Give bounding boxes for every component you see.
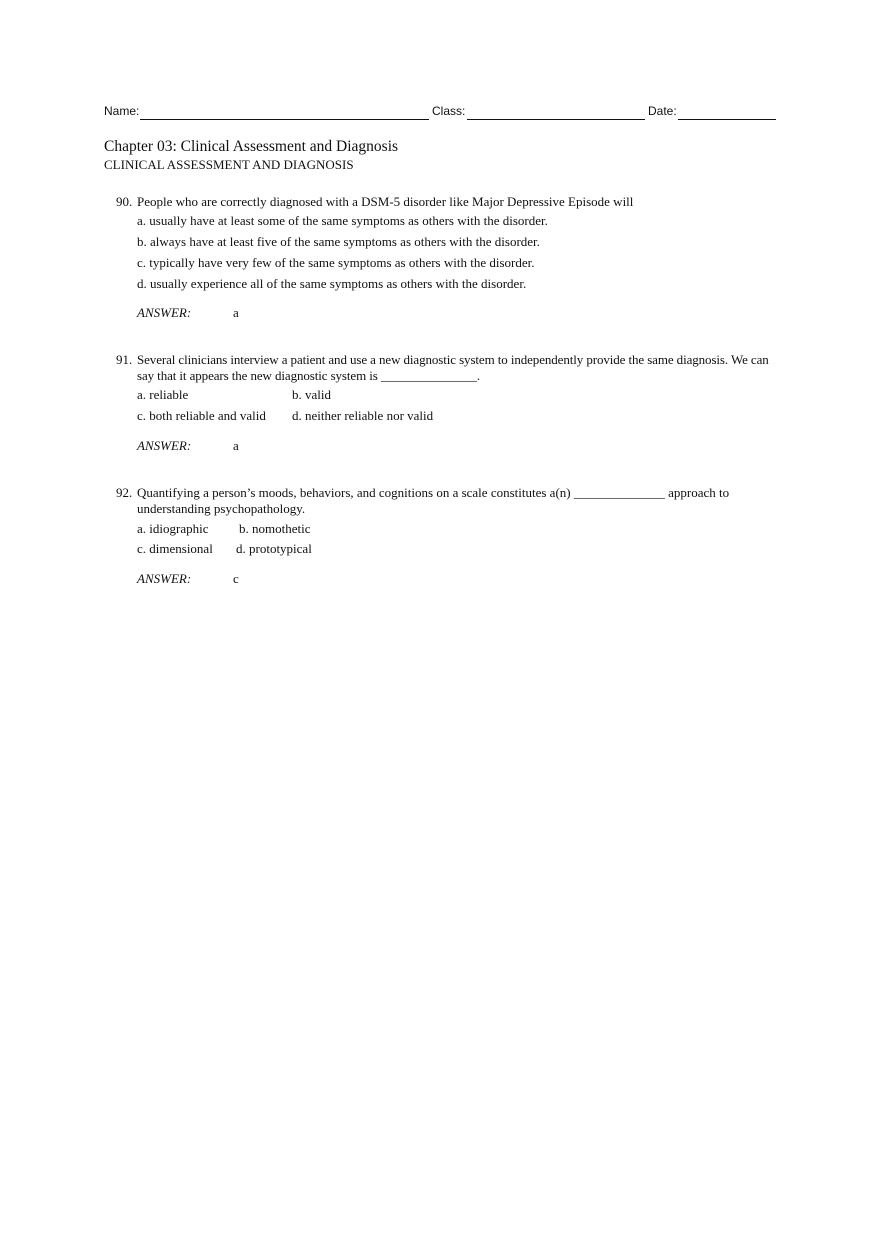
option-a: a. usually have at least some of the same symptoms as others with the disorder. <box>137 213 548 228</box>
date-label: Date: <box>648 104 677 118</box>
answer-value: a <box>233 438 239 453</box>
date-blank-line <box>678 119 776 120</box>
option-c: c. typically have very few of the same symptoms as others with the disorder. <box>137 255 535 270</box>
chapter-title: Chapter 03: Clinical Assessment and Diagnosis <box>104 138 399 155</box>
chapter-subtitle: CLINICAL ASSESSMENT AND DIAGNOSIS <box>104 157 354 172</box>
option-a: a. reliable <box>137 387 189 402</box>
class-blank-line <box>467 119 645 120</box>
question-number: 90. <box>116 194 133 209</box>
name-label: Name: <box>104 104 140 118</box>
question-text: People who are correctly diagnosed with a DSM-5 disorder like Major Depressive Episode will <box>137 194 634 209</box>
option-c: c. dimensional <box>137 541 213 556</box>
question-number: 91. <box>116 352 133 367</box>
option-b: b. valid <box>292 387 331 402</box>
answer-value: a <box>233 305 239 320</box>
name-blank-line <box>140 119 429 120</box>
answer-label: ANSWER: <box>137 438 192 453</box>
answer-label: ANSWER: <box>137 571 192 586</box>
question-text: Several clinicians interview a patient and use a new diagnostic system to independently provide the same diagnosis. We can say that it appears the new diagnostic system is _______________. <box>137 352 769 383</box>
option-a: a. idiographic <box>137 521 209 536</box>
option-c: c. both reliable and valid <box>137 408 266 423</box>
question-number: 92. <box>116 485 133 500</box>
option-b: b. nomothetic <box>239 521 311 536</box>
option-d: d. prototypical <box>236 541 312 556</box>
class-label: Class: <box>432 104 466 118</box>
student-info-header <box>104 104 776 124</box>
answer-label: ANSWER: <box>137 305 192 320</box>
option-d: d. neither reliable nor valid <box>292 408 434 423</box>
question-text: Quantifying a person’s moods, behaviors, and cognitions on a scale constitutes a(n) ______________ approach to understanding psychopathology. <box>137 485 730 516</box>
option-d: d. usually experience all of the same symptoms as others with the disorder. <box>137 276 527 291</box>
option-b: b. always have at least five of the same symptoms as others with the disorder. <box>137 234 540 249</box>
answer-value: c <box>233 571 239 586</box>
